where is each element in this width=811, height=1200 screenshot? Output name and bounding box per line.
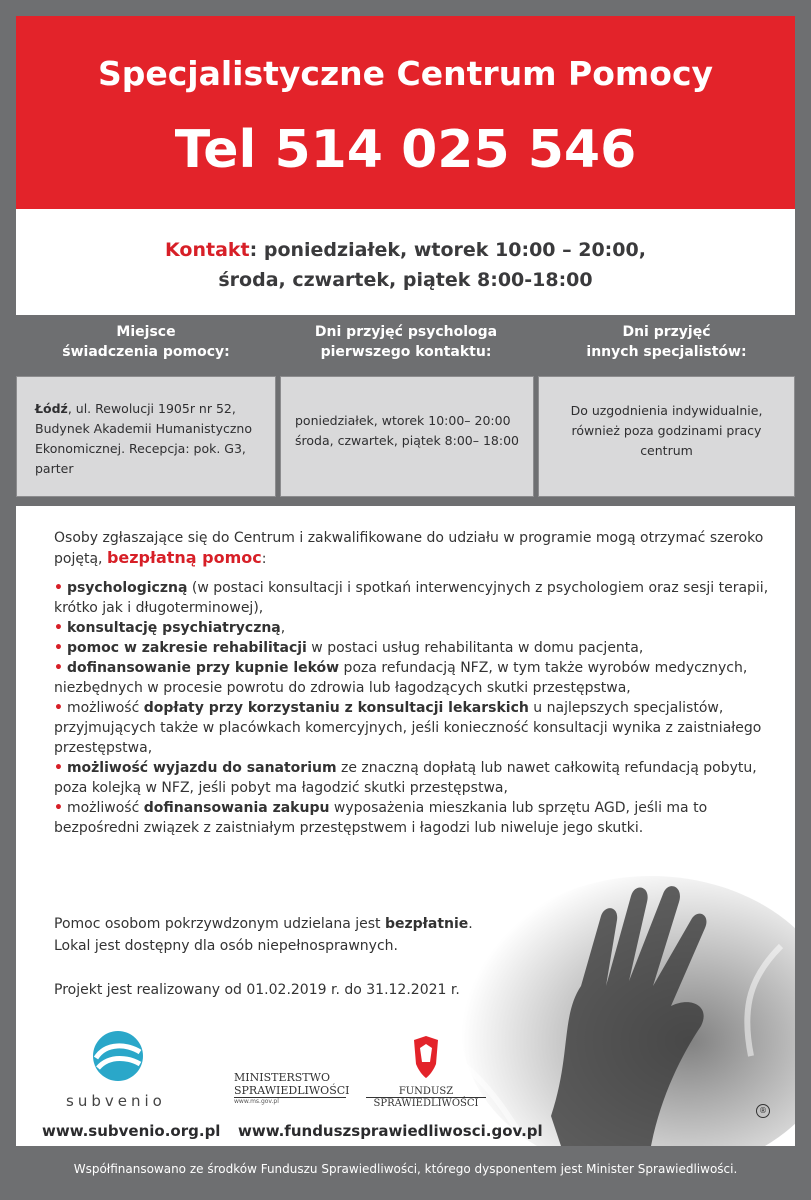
intro-paragraph [54,528,774,569]
list-item [54,758,776,798]
ministry-of-justice-logo [234,1071,354,1116]
list-item-rest: ze znaczną dopłatą lub nawet całkowitą refundacją pobytu, poza kolejką w NFZ, jeśli pobyt ma łagodzić skutki przestępstwa, [54,760,757,796]
free-help-bold: bezpłatnie [385,916,469,932]
list-item-bold: dofinansowanie przy kupnie leków [66,660,340,676]
intro-text: Osoby zgłaszające się do Centrum i zakwalifikowane do udziału w programie mogą otrzymać szeroko pojętą, [54,530,764,567]
list-item-rest: poza refundacją NFZ, w tym także wyrobów medycznych, niezbędnych w procesie powrotu do zdrowia lub łagodzących skutki przestępstwa, [54,660,748,696]
list-item [54,618,776,638]
help-list [54,578,776,838]
bullet-icon: • [54,760,63,776]
free-help-end: . [468,916,473,932]
contact-hours-weekdays-1: : poniedziałek, wtorek 10:00 – 20:00, [249,239,646,261]
bullet-icon: • [54,640,63,656]
list-item [54,578,776,618]
list-item-rest: u najlepszych specjalistów, przyjmujących także w placówkach komercyjnych, jeśli konieczność konsultacji wynika z zaistniałego przestępstwa, [54,700,762,756]
list-item-bold: psychologiczną [66,580,188,596]
place-city: Łódź [35,401,68,416]
column-header-psychologist-line2: pierwszego kontaktu: [320,344,492,360]
phone-number[interactable]: Tel 514 025 546 [174,120,637,180]
column-header-specialists [538,322,795,377]
bullet-icon: • [54,580,63,596]
ministry-line1: MINISTERSTWO [234,1071,330,1084]
bullet-icon: • [54,660,63,676]
column-header-place [16,322,276,377]
contact-label: Kontakt [165,239,250,261]
subvenio-wordmark: subvenio [66,1092,166,1110]
psychologist-hours-cell [280,376,534,497]
ministry-url: www.ms.gov.pl [234,1098,279,1105]
column-header-psychologist [278,322,534,377]
list-item-bold: dopłaty przy korzystaniu z konsultacji lekarskich [143,700,529,716]
place-cell [16,376,276,497]
subvenio-website-link[interactable]: www.subvenio.org.pl [42,1122,221,1140]
list-item [54,638,776,658]
bullet-icon: • [54,620,63,636]
column-header-psychologist-line1: Dni przyjęć psychologa [314,324,498,340]
list-item-prefix: możliwość [66,700,144,716]
specialists-hours-cell [538,376,795,497]
contact-hours-weekdays-2: środa, czwartek, piątek 8:00-18:00 [218,269,593,291]
list-item [54,698,776,758]
psychologist-hours-line1: poniedziałek, wtorek 10:00– 20:00 [295,413,511,428]
list-item [54,798,776,838]
bullet-icon: • [54,700,63,716]
list-item-prefix: możliwość [66,800,144,816]
list-item-rest: , [280,620,286,636]
bullet-icon: • [54,800,63,816]
place-address: , ul. Rewolucji 1905r nr 52, Budynek Akademii Humanistyczno Ekonomicznej. Recepcja: pok. G3, parter [35,401,252,476]
project-dates: Projekt jest realizowany od 01.02.2019 r. do 31.12.2021 r. [54,982,460,998]
fundusz-website-link[interactable]: www.funduszsprawiedliwosci.gov.pl [238,1122,543,1140]
contact-hours-band [16,209,795,315]
specialists-hours-text: Do uzgodnienia indywidualnie, również poza godzinami pracy centrum [570,403,763,458]
free-help-text: Pomoc osobom pokrzywdzonym udzielana jest [54,916,385,932]
list-item-bold: pomoc w zakresie rehabilitacji [66,640,307,656]
red-header-band [16,16,795,209]
list-item-rest: (w postaci konsultacji i spotkań interwencyjnych z psychologiem oraz sesji terapii, krótko jak i długoterminowej), [54,580,769,616]
list-item-rest: w postaci usług rehabilitanta w domu pacjenta, [306,640,644,656]
column-header-specialists-line2: innych specjalistów: [586,344,747,360]
column-header-specialists-line1: Dni przyjęć [622,324,711,340]
column-header-place-line1: Miejsce [116,324,176,340]
list-item-rest: wyposażenia mieszkania lub sprzętu AGD, jeśli ma to bezpośredni związek z zaistniałym przestępstwem i łagodzi lub niweluje jego skutki. [54,800,708,836]
poster [16,16,795,1156]
accessibility-statement: Lokal jest dostępny dla osób niepełnosprawnych. [54,938,398,954]
list-item [54,658,776,698]
free-help-highlight: bezpłatną pomoc [106,548,262,567]
intro-colon: : [261,551,267,567]
main-content [16,506,795,1146]
ministry-line2: SPRAWIEDLIWOŚCI [234,1084,350,1097]
list-item-bold: dofinansowania zakupu [143,800,330,816]
subvenio-wave-icon [48,1028,218,1088]
justice-fund-logo [366,1034,486,1114]
poster-title: Specjalistyczne Centrum Pomocy [97,54,714,93]
cofinancing-footer: Współfinansowano ze środków Funduszu Sprawiedliwości, którego dysponentem jest Minister Sprawiedliwości. [73,1162,738,1176]
column-header-place-line2: świadczenia pomocy: [62,344,230,360]
list-item-bold: możliwość wyjazdu do sanatorium [66,760,337,776]
contact-line-1 [16,239,795,261]
psychologist-hours-line2: środa, czwartek, piątek 8:00– 18:00 [295,433,519,448]
free-help-statement [54,914,473,934]
eagle-emblem-icon [366,1034,486,1082]
fundusz-line1: FUNDUSZ [398,1086,454,1097]
subvenio-logo [48,1028,218,1118]
registered-mark: ® [756,1104,770,1118]
fundusz-line2: SPRAWIEDLIWOŚCI [366,1097,486,1109]
list-item-bold: konsultację psychiatryczną [66,620,281,636]
